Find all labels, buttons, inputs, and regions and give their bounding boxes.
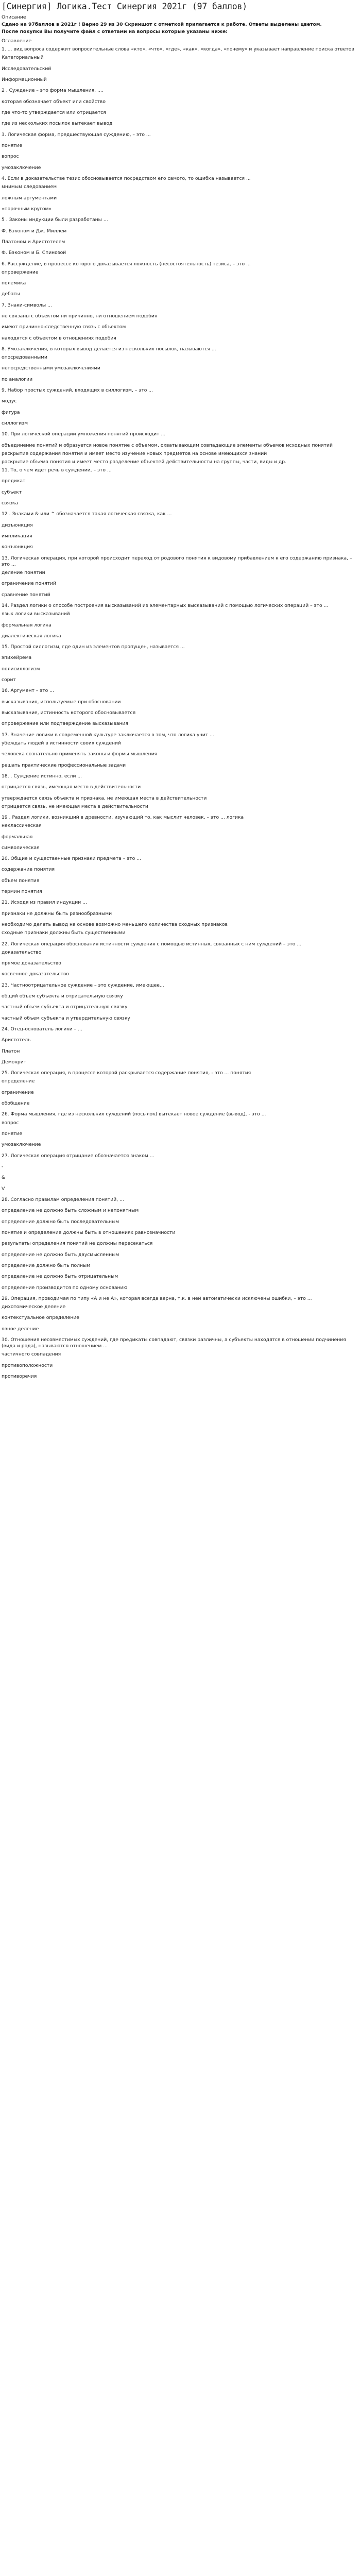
text-line: содержание понятия (2, 867, 55, 873)
text-line: вопрос (2, 1120, 19, 1126)
text-line: обобщение (2, 1100, 30, 1107)
text-line: сходные признаки должны быть существенными (2, 930, 126, 936)
text-line: Ф. Бэконом и Б. Спинозой (2, 250, 66, 256)
text-line: - (2, 1163, 4, 1170)
text-line: ложным аргументами (2, 195, 57, 201)
text-line: противоречия (2, 1373, 37, 1379)
text-line: понятие (2, 143, 23, 149)
text-line: дизъюнкция (2, 522, 33, 528)
text-line: необходимо делать вывод на основе возможно меньшего количества сходных признаков (2, 922, 228, 928)
text-line: определение не должно быть отрицательным (2, 1274, 118, 1280)
text-line: не связаны с объектом ни причинно, ни отношением подобия (2, 313, 158, 319)
text-line: вопрос (2, 154, 19, 160)
text-line: контекстуальное определение (2, 1315, 79, 1321)
text-line: Исследовательский (2, 65, 51, 72)
text-line: 16. Аргумент – это ... (2, 688, 54, 694)
text-line: 8. Умозаключения, в которых вывод делается из нескольких посылок, называются ... (2, 346, 216, 352)
text-line: 22. Логическая операция обоснования истинности суждения с помощью истинных, связанных с ним суждений – это ... (2, 941, 302, 947)
text-line: частный объем субъекта и утвердительную связку (2, 1015, 130, 1021)
text-line: непосредственными умозаключениями (2, 365, 100, 371)
text-line: 3. Логическая форма, предшествующая суждению, – это ... (2, 131, 151, 138)
text-line: 29. Операция, проводимая по типу «А и не А», которая всегда верна, т.к. в ней автоматически исключены ошибки, – это ... (2, 1295, 312, 1301)
text-line: 25. Логическая операция, в процессе которой раскрывается содержание понятия, - это ... понятия (2, 1070, 251, 1076)
text-line: эпихейрема (2, 655, 32, 661)
text-line: 7. Знаки-символы ... (2, 302, 52, 308)
text-line: 23. Частноотрицательное суждение – это суждение, имеющее... (2, 982, 164, 988)
text-line: опровержение (2, 269, 39, 275)
text-line: 15. Простой силлогизм, где один из элементов пропущен, называется ... (2, 644, 185, 650)
text-line: объединение понятий и образуется новое понятие с объемом, охватывающим совпадающие элементы объемов исходных понятий (2, 442, 333, 448)
text-line: символическая (2, 844, 40, 851)
text-line: мнимым следованием (2, 184, 57, 190)
text-line: отрицается связь, не имеющая места в действительности (2, 803, 148, 809)
text-line: 19 . Раздел логики, возникший в древности, изучающий то, как мыслит человек, – это ... логика (2, 815, 244, 821)
text-line: 28. Согласно правилам определения понятий, ... (2, 1196, 124, 1202)
text-line: дебаты (2, 291, 20, 297)
text-line: результаты определения понятий не должны пересекаться (2, 1241, 153, 1247)
text-line: определение не должно быть двусмысленным (2, 1251, 119, 1258)
text-line: Ф. Бэконом и Дж. Миллем (2, 228, 67, 234)
text-line: определение должно быть полным (2, 1262, 91, 1268)
text-line: полемика (2, 280, 26, 286)
text-line: которая обозначает объект или свойство (2, 98, 106, 105)
text-line: полисиллогизм (2, 666, 40, 672)
text-line: умозаключение (2, 1142, 41, 1148)
text-line: Демокрит (2, 1059, 27, 1065)
text-line: 10. При логической операции умножения понятий происходит ... (2, 431, 166, 437)
text-line: деление понятий (2, 570, 45, 576)
text-line: V (2, 1185, 5, 1192)
text-line: опосредованными (2, 354, 47, 361)
text-line: где из нескольких посылок вытекает вывод (2, 121, 113, 127)
text-line: импликация (2, 533, 32, 539)
text-line: прямое доказательство (2, 960, 61, 967)
description-label: Описание (2, 14, 26, 20)
text-line: 11. То, о чем идет речь в суждении, – это ... (2, 467, 112, 473)
text-line: диалектическая логика (2, 633, 61, 639)
text-line: опровержение или подтверждение высказывания (2, 721, 128, 727)
text-line: 17. Значение логики в современной культуре заключается в том, что логика учит ... (2, 732, 214, 738)
text-line: раскрытие содержания понятия и имеет место изучение новых предметов на основе имеющихся знаний (2, 450, 267, 456)
text-line: 6. Рассуждение, в процессе которого доказывается ложность (несостоятельность) тезиса, – это ... (2, 261, 251, 267)
text-line: понятие и определение должны быть в отношениях равнозначности (2, 1229, 176, 1235)
text-line: «порочным кругом» (2, 206, 52, 212)
text-line: 24. Отец-основатель логики – ... (2, 1026, 82, 1032)
text-line: конъюнкция (2, 544, 33, 550)
text-line: сравнение понятий (2, 591, 50, 598)
text-line: неклассическая (2, 823, 42, 829)
purchase-note: После покупки Вы получите файл с ответами на вопросы которые указаны ниже: (2, 29, 228, 35)
text-line: Платон (2, 1048, 20, 1054)
text-line: раскрытие объема понятия и имеет место разделение объектей действительности на группы, части, виды и др. (2, 459, 287, 465)
text-line: 4. Если в доказательстве тезис обосновывается посредством его самого, то ошибка называется ... (2, 176, 251, 182)
text-line: по аналогии (2, 376, 33, 382)
text-line: признаки не должны быть разнообразными (2, 910, 112, 917)
text-line: предикат (2, 478, 26, 484)
text-line: формальная (2, 834, 33, 840)
text-line: 18. . Суждение истинно, если ... (2, 773, 82, 779)
text-line: противоположности (2, 1362, 53, 1368)
text-line: 30. Отношения несовместимых суждений, где предикаты совпадают, связки различны, а субъекты находятся в отношении подчинения (вида и рода), называются отношением ... (2, 1336, 346, 1349)
text-line: определение (2, 1078, 35, 1084)
text-line: имеют причинно-следственную связь с объектом (2, 324, 126, 330)
text-line: 12 . Знаками & или ^ обозначается такая логическая связка, как ... (2, 511, 172, 517)
questions-list (2, 55, 355, 1380)
text-line: Информационный (2, 77, 47, 83)
text-line: человека сознательно применять законы и формы мышления (2, 751, 158, 757)
text-line: 26. Форма мышления, где из нескольких суждений (посылок) вытекает новое суждение (вывод), - это ... (2, 1111, 266, 1117)
text-line: субъект (2, 489, 22, 495)
text-line: общий объем субъекта и отрицательную связку (2, 993, 123, 999)
text-line: дихотомическое деление (2, 1304, 66, 1310)
text-line: отрицается связь, имеющая место в действительности (2, 784, 141, 790)
score-note: Сдано на 97баллов в 2021г ! Верно 29 из 30 Скриншот с отметкой прилагается к работе. Ответы выделены цветом. (2, 21, 322, 27)
text-line: термин понятия (2, 889, 42, 895)
text-line: ограничение (2, 1089, 34, 1095)
page-title: [Синергия] Логика.Тест Синергия 2021г (97 баллов) (2, 2, 247, 11)
text-line: 13. Логическая операция, при которой происходит переход от родового понятия к видовому прибавлением к его содержанию признака, – это ... (2, 555, 352, 567)
text-line: сорит (2, 677, 16, 683)
text-line: доказательство (2, 949, 42, 955)
text-line: язык логики высказываний (2, 611, 70, 617)
text-line: находятся с объектом в отношениях подобия (2, 335, 116, 341)
text-line: 2 . Суждение – это форма мышления, .... (2, 88, 104, 94)
text-line: 9. Набор простых суждений, входящих в силлогизм, – это ... (2, 387, 153, 394)
text-line: явное деление (2, 1326, 39, 1332)
text-line: & (2, 1175, 6, 1181)
text-line: Аристотель (2, 1037, 31, 1043)
text-line: высказывание, истинность которого обосновывается (2, 710, 136, 716)
text-line: 21. Исходя из правил индукции ... (2, 900, 87, 906)
text-line: объем понятия (2, 877, 40, 884)
text-line: Платоном и Аристотелем (2, 239, 65, 245)
text-line: 5 . Законы индукции были разработаны ... (2, 217, 108, 223)
text-line: где что-то утверждается или отрицается (2, 110, 106, 116)
question-1: 1. ... вид вопроса содержит вопросительные слова «кто», «что», «где», «как», «когда», «почему» и указывает направление поиска ответов (2, 46, 354, 53)
text-line: частичного совпадения (2, 1351, 61, 1358)
text-line: умозаключение (2, 164, 41, 171)
text-line: понятие (2, 1130, 23, 1137)
text-line: силлогизм (2, 420, 28, 427)
text-line: определение производится по одному основанию (2, 1284, 128, 1291)
text-line: ограничение понятий (2, 581, 56, 587)
text-line: определение не должно быть сложным и непонятным (2, 1208, 139, 1214)
toc-label: Оглавление (2, 38, 32, 44)
text-line: 27. Логическая операция отрицание обозначается знаком ... (2, 1153, 154, 1159)
text-line: убеждать людей в истинности своих суждений (2, 740, 121, 746)
text-line: связка (2, 500, 19, 506)
text-line: частный объем субъекта и отрицательную связку (2, 1004, 128, 1010)
text-line: утверждается связь объекта и признака, не имеющая места в действительности (2, 795, 207, 801)
text-line: модус (2, 398, 17, 404)
text-line: косвенное доказательство (2, 971, 69, 977)
text-line: формальная логика (2, 622, 51, 628)
text-line: решать практические профессиональные задачи (2, 762, 126, 768)
text-line: высказывания, используемые при обосновании (2, 699, 121, 705)
text-line: фигура (2, 409, 20, 415)
text-line: 20. Общие и существенные признаки предмета – это ... (2, 856, 141, 862)
text-line: Категориальный (2, 55, 44, 61)
text-line: 14. Раздел логики о способе построения высказываний из элементарных высказываний с помощью логических операций – это ... (2, 603, 329, 609)
text-line: определение должно быть последовательным (2, 1218, 119, 1225)
